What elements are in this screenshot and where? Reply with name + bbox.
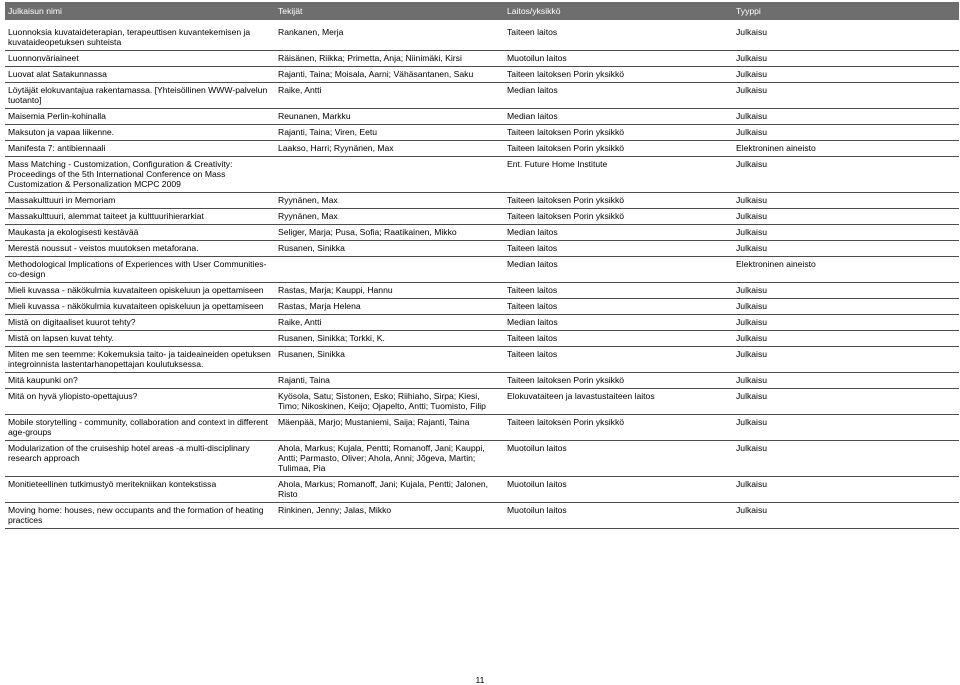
cell-type: Julkaisu (733, 125, 959, 141)
table-row (5, 389, 959, 415)
cell-authors: Rusanen, Sinikka (275, 241, 504, 257)
cell-authors: Rankanen, Merja (275, 20, 504, 51)
cell-authors: Rastas, Marja; Kauppi, Hannu (275, 283, 504, 299)
cell-title: Manifesta 7: antibiennaali (5, 141, 275, 157)
cell-type: Julkaisu (733, 157, 959, 193)
cell-title: Mistä on lapsen kuvat tehty. (5, 331, 275, 347)
page-number: 11 (475, 675, 485, 685)
cell-type: Julkaisu (733, 67, 959, 83)
table-row (5, 347, 959, 373)
table-row (5, 241, 959, 257)
cell-type: Julkaisu (733, 477, 959, 503)
cell-type: Julkaisu (733, 241, 959, 257)
table-row (5, 283, 959, 299)
header-type: Tyyppi (733, 2, 959, 20)
cell-title: Mieli kuvassa - näkökulmia kuvataiteen opiskeluun ja opettamiseen (5, 283, 275, 299)
table-row (5, 125, 959, 141)
cell-authors (275, 157, 504, 193)
cell-department: Muotoilun laitos (504, 503, 733, 529)
cell-authors: Ryynänen, Max (275, 193, 504, 209)
cell-type: Julkaisu (733, 347, 959, 373)
cell-department: Muotoilun laitos (504, 51, 733, 67)
cell-title: Massakulttuuri, alemmat taiteet ja kulttuurihierarkiat (5, 209, 275, 225)
cell-department: Taiteen laitoksen Porin yksikkö (504, 67, 733, 83)
table-row (5, 109, 959, 125)
cell-authors: Rusanen, Sinikka; Torkki, K. (275, 331, 504, 347)
cell-type: Julkaisu (733, 415, 959, 441)
cell-title: Maukasta ja ekologisesti kestävää (5, 225, 275, 241)
cell-department: Taiteen laitoksen Porin yksikkö (504, 193, 733, 209)
cell-authors: Raike, Antti (275, 315, 504, 331)
cell-department: Taiteen laitoksen Porin yksikkö (504, 141, 733, 157)
table-header (5, 2, 959, 20)
cell-department: Median laitos (504, 315, 733, 331)
table-row (5, 299, 959, 315)
cell-title: Methodological Implications of Experiences with User Communities- co-design (5, 257, 275, 283)
table-row (5, 373, 959, 389)
cell-department: Elokuvataiteen ja lavastustaiteen laitos (504, 389, 733, 415)
table-row (5, 209, 959, 225)
cell-department: Taiteen laitos (504, 20, 733, 51)
cell-department: Taiteen laitoksen Porin yksikkö (504, 373, 733, 389)
table-row (5, 141, 959, 157)
cell-title: Luonnoksia kuvataideterapian, terapeuttisen kuvantekemisen ja kuvataideopetuksen suhteista (5, 20, 275, 51)
cell-department: Median laitos (504, 83, 733, 109)
cell-type: Elektroninen aineisto (733, 257, 959, 283)
header-department: Laitos/yksikkö (504, 2, 733, 20)
cell-title: Mitä kaupunki on? (5, 373, 275, 389)
cell-type: Julkaisu (733, 83, 959, 109)
cell-title: Moving home: houses, new occupants and the formation of heating practices (5, 503, 275, 529)
cell-type: Julkaisu (733, 389, 959, 415)
cell-type: Julkaisu (733, 299, 959, 315)
cell-authors: Mäenpää, Marjo; Mustaniemi, Saija; Rajanti, Taina (275, 415, 504, 441)
table-row (5, 157, 959, 193)
cell-authors: Rusanen, Sinikka (275, 347, 504, 373)
table-row (5, 257, 959, 283)
cell-type: Julkaisu (733, 225, 959, 241)
cell-authors: Seliger, Marja; Pusa, Sofia; Raatikainen, Mikko (275, 225, 504, 241)
table-row (5, 477, 959, 503)
cell-title: Mistä on digitaaliset kuurot tehty? (5, 315, 275, 331)
cell-authors: Rajanti, Taina; Viren, Eetu (275, 125, 504, 141)
table-row (5, 225, 959, 241)
cell-title: Luonnonväriaineet (5, 51, 275, 67)
cell-authors: Räisänen, Riikka; Primetta, Anja; Niinimäki, Kirsi (275, 51, 504, 67)
cell-authors: Laakso, Harri; Ryynänen, Max (275, 141, 504, 157)
cell-type: Julkaisu (733, 51, 959, 67)
cell-department: Taiteen laitos (504, 299, 733, 315)
cell-title: Miten me sen teemme: Kokemuksia taito- ja taideaineiden opetuksen integroinnista lastentarhanopettajan koulutuksessa. (5, 347, 275, 373)
cell-department: Taiteen laitoksen Porin yksikkö (504, 125, 733, 141)
header-row (5, 2, 959, 20)
cell-type: Julkaisu (733, 503, 959, 529)
cell-department: Ent. Future Home Institute (504, 157, 733, 193)
cell-title: Merestä noussut - veistos muutoksen metaforana. (5, 241, 275, 257)
cell-authors: Reunanen, Markku (275, 109, 504, 125)
cell-authors: Kyösola, Satu; Sistonen, Esko; Riihiaho, Sirpa; Kiesi, Timo; Nikoskinen, Keijo; Ojapelto, Antti; Tuomisto, Filip (275, 389, 504, 415)
cell-title: Maisemia Perlin-kohinalla (5, 109, 275, 125)
cell-department: Taiteen laitos (504, 241, 733, 257)
cell-title: Löytäjät elokuvantajua rakentamassa. [Yhteisöllinen WWW-palvelun tuotanto] (5, 83, 275, 109)
cell-type: Elektroninen aineisto (733, 141, 959, 157)
cell-department: Muotoilun laitos (504, 477, 733, 503)
cell-type: Julkaisu (733, 283, 959, 299)
cell-type: Julkaisu (733, 441, 959, 477)
cell-type: Julkaisu (733, 209, 959, 225)
cell-department: Median laitos (504, 257, 733, 283)
cell-department: Taiteen laitos (504, 331, 733, 347)
table-row (5, 67, 959, 83)
table-row (5, 415, 959, 441)
cell-department: Taiteen laitoksen Porin yksikkö (504, 415, 733, 441)
cell-title: Mieli kuvassa - näkökulmia kuvataiteen opiskeluun ja opettamiseen (5, 299, 275, 315)
cell-department: Taiteen laitos (504, 283, 733, 299)
cell-type: Julkaisu (733, 109, 959, 125)
cell-type: Julkaisu (733, 331, 959, 347)
header-authors: Tekijät (275, 2, 504, 20)
header-title: Julkaisun nimi (5, 2, 275, 20)
table-row (5, 315, 959, 331)
table-row (5, 51, 959, 67)
table-row (5, 331, 959, 347)
table-row (5, 83, 959, 109)
cell-department: Median laitos (504, 109, 733, 125)
cell-authors: Raike, Antti (275, 83, 504, 109)
publications-table (5, 2, 959, 529)
cell-title: Maksuton ja vapaa liikenne. (5, 125, 275, 141)
cell-type: Julkaisu (733, 193, 959, 209)
cell-department: Muotoilun laitos (504, 441, 733, 477)
cell-title: Mitä on hyvä yliopisto-opettajuus? (5, 389, 275, 415)
table-row (5, 503, 959, 529)
cell-type: Julkaisu (733, 373, 959, 389)
cell-title: Luovat alat Satakunnassa (5, 67, 275, 83)
cell-title: Massakulttuuri in Memoriam (5, 193, 275, 209)
cell-authors (275, 257, 504, 283)
cell-title: Mass Matching - Customization, Configuration & Creativity: Proceedings of the 5th International Conference on Mass Customization & Personalization MCPC 2009 (5, 157, 275, 193)
cell-authors: Ryynänen, Max (275, 209, 504, 225)
table-row (5, 441, 959, 477)
cell-authors: Ahola, Markus; Romanoff, Jani; Kujala, Pentti; Jalonen, Risto (275, 477, 504, 503)
cell-department: Taiteen laitos (504, 347, 733, 373)
cell-department: Median laitos (504, 225, 733, 241)
cell-authors: Rastas, Marja Helena (275, 299, 504, 315)
cell-title: Monitieteellinen tutkimustyö meritekniikan kontekstissa (5, 477, 275, 503)
cell-department: Taiteen laitoksen Porin yksikkö (504, 209, 733, 225)
cell-authors: Ahola, Markus; Kujala, Pentti; Romanoff, Jani; Kauppi, Antti; Parmasto, Oliver; Ahola, Anni; Jõgeva, Martin; Tulimaa, Pia (275, 441, 504, 477)
cell-type: Julkaisu (733, 20, 959, 51)
table-row (5, 20, 959, 51)
table-row (5, 193, 959, 209)
cell-authors: Rajanti, Taina; Moisala, Aarni; Vähäsantanen, Saku (275, 67, 504, 83)
cell-title: Modularization of the cruiseship hotel areas -a multi-disciplinary research approach (5, 441, 275, 477)
cell-authors: Rinkinen, Jenny; Jalas, Mikko (275, 503, 504, 529)
cell-type: Julkaisu (733, 315, 959, 331)
cell-authors: Rajanti, Taina (275, 373, 504, 389)
table-body (5, 20, 959, 529)
cell-title: Mobile storytelling - community, collaboration and context in different age-groups (5, 415, 275, 441)
